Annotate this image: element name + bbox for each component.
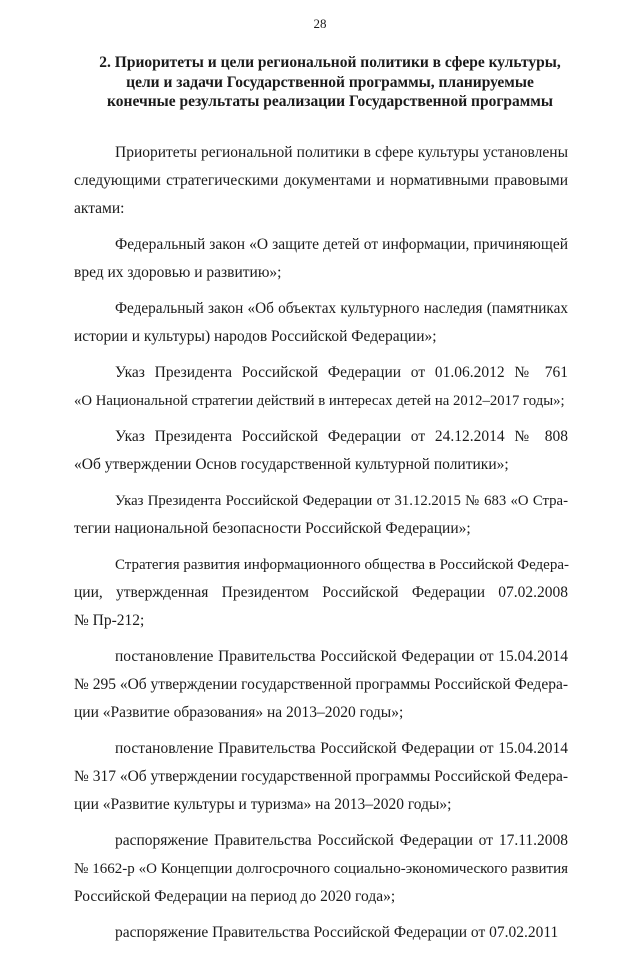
- paragraph-line: Федеральный закон «О защите детей от информации, причиняющей: [115, 236, 568, 253]
- heading-line: 2. Приоритеты и цели региональной политики в сфере культуры,: [99, 54, 561, 71]
- paragraph-line: Федеральный закон «Об объектах культурного наследия (памятниках: [115, 300, 568, 317]
- paragraph-line: распоряжение Правительства Российской Федерации от 17.11.2008: [115, 832, 568, 849]
- paragraph: [74, 139, 568, 223]
- paragraph-line: № Пр-212;: [74, 612, 145, 629]
- paragraph-line: «Об утверждении Основ государственной культурной политики»;: [74, 456, 509, 473]
- paragraph-line: постановление Правительства Российской Федерации от 15.04.2014: [115, 648, 568, 665]
- paragraph: [74, 735, 568, 819]
- paragraph-line: вред их здоровью и развитию»;: [74, 264, 282, 281]
- paragraph-line: № 295 «Об утверждении государственной программы Российской Федера-: [74, 676, 568, 693]
- paragraph: [74, 423, 568, 479]
- paragraph-line: следующими стратегическими документами и нормативными правовыми: [74, 172, 568, 189]
- paragraph-line: «О Национальной стратегии действий в интересах детей на 2012–2017 годы»;: [74, 393, 565, 409]
- paragraph: [74, 551, 568, 635]
- heading-line: цели и задачи Государственной программы, планируемые: [126, 73, 534, 91]
- paragraph-line: Российской Федерации на период до 2020 года»;: [74, 888, 396, 905]
- paragraph-line: тегии национальной безопасности Российской Федерации»;: [74, 520, 471, 537]
- paragraph-line: Указ Президента Российской Федерации от 31.12.2015 № 683 «О Стра-: [115, 493, 568, 509]
- paragraph: [74, 643, 568, 727]
- paragraph: [74, 231, 568, 287]
- paragraph-line: ции, утвержденная Президентом Российской Федерации 07.02.2008: [74, 584, 568, 601]
- paragraph-line: ции «Развитие образования» на 2013–2020 годы»;: [74, 704, 404, 721]
- paragraph-line: постановление Правительства Российской Федерации от 15.04.2014: [115, 740, 568, 757]
- paragraph-line: Стратегия развития информационного общества в Российской Федера-: [115, 557, 569, 573]
- paragraph-line: актами:: [74, 200, 125, 217]
- paragraph-line: распоряжение Правительства Российской Федерации от 07.02.2011: [115, 924, 559, 941]
- paragraph-line: Указ Президента Российской Федерации от 01.06.2012 № 761: [115, 364, 568, 381]
- paragraph-line: ции «Развитие культуры и туризма» на 2013–2020 годы»;: [74, 796, 452, 813]
- paragraph-line: Приоритеты региональной политики в сфере культуры установлены: [115, 144, 568, 161]
- body-text: [74, 139, 568, 955]
- paragraph: [74, 487, 568, 543]
- paragraph: [74, 359, 568, 415]
- paragraph-line: № 317 «Об утверждении государственной программы Российской Федера-: [74, 768, 568, 785]
- paragraph-line: № 1662-р «О Концепции долгосрочного социально-экономического развития: [74, 861, 568, 877]
- paragraph: [74, 827, 568, 911]
- paragraph: [74, 919, 568, 947]
- section-heading: [86, 53, 574, 112]
- heading-line: конечные результаты реализации Государственной программы: [107, 93, 553, 110]
- paragraph-line: Указ Президента Российской Федерации от 24.12.2014 № 808: [115, 428, 568, 445]
- paragraph-line: истории и культуры) народов Российской Федерации»;: [74, 328, 437, 345]
- page-number: 28: [313, 16, 327, 31]
- paragraph: [74, 295, 568, 351]
